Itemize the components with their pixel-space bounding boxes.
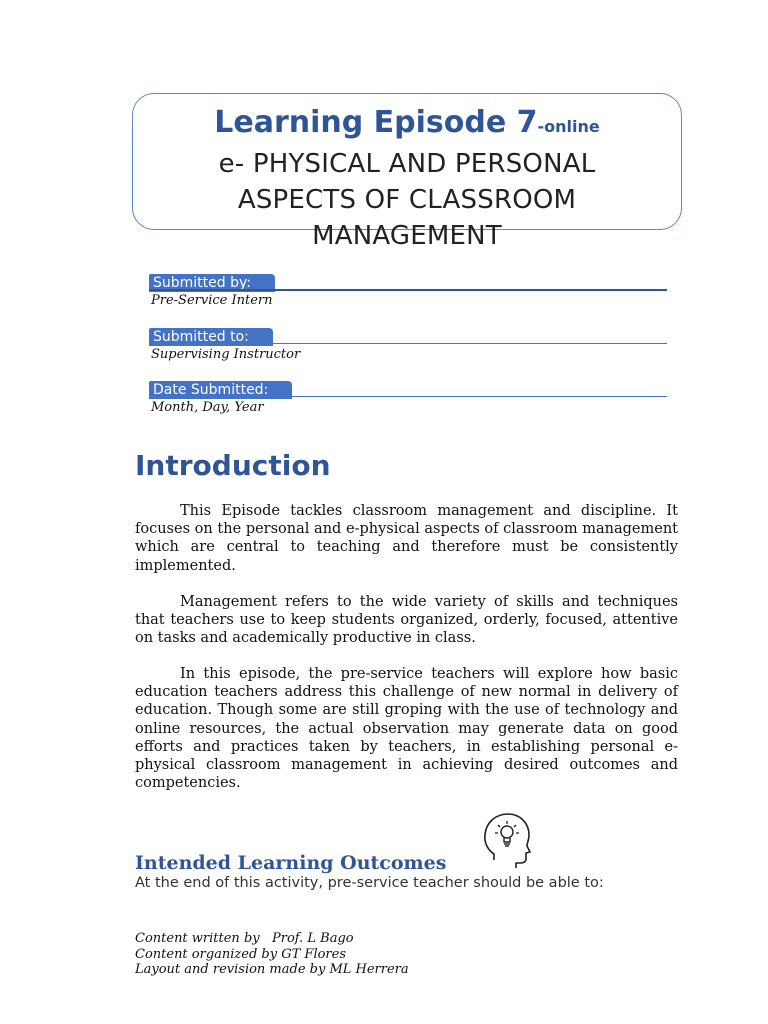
intro-paragraph-3: In this episode, the pre-service teachers will explore how basic education teachers address this challenge of new normal in delivery of education. Though some are still groping with the use of technology and online resources, the actual observation may generate data on good efforts and practices taken by teachers, in establishing personal e- physical classroom management in achieving desired outcomes and competencies. [135, 666, 678, 792]
submitted-to-label: Submitted to: [149, 328, 273, 346]
outcomes-lead: At the end of this activity, pre-service teacher should be able to: [135, 875, 604, 891]
submitted-by-field [149, 272, 667, 309]
credits [135, 931, 409, 978]
intro-paragraph-1: This Episode tackles classroom management and discipline. It focuses on the personal and e-physical aspects of classroom management which are central to teaching and therefore must be consistently implemented. [135, 503, 678, 574]
field-rule [149, 396, 667, 397]
title-box [132, 93, 682, 251]
intro-paragraph-2: Management refers to the wide variety of skills and techniques that teachers use to keep students organized, orderly, focused, attentive on tasks and academically productive in class. [135, 594, 678, 647]
credit-line-organizer: Content organized by GT Flores [135, 946, 347, 962]
credit-line-layout: Layout and revision made by ML Herrera [135, 962, 409, 977]
episode-subtitle-line-1: e- PHYSICAL AND PERSONAL [218, 149, 596, 179]
episode-title [133, 104, 681, 146]
date-submitted-field [149, 379, 667, 416]
episode-title-text: Learning Episode 7 [214, 105, 538, 140]
field-rule [149, 289, 667, 291]
field-rule [149, 343, 667, 344]
outcomes-heading: Intended Learning Outcomes [135, 852, 447, 874]
credit-line-writer: Content written by Prof. L Bago [135, 931, 354, 946]
submitted-by-label: Submitted by: [149, 274, 275, 292]
episode-subtitle-line-3: MANAGEMENT [312, 221, 502, 251]
submitted-by-value: Pre-Service Intern [151, 293, 273, 308]
date-submitted-value: Month, Day, Year [151, 400, 264, 415]
episode-subtitle-line-2: ASPECTS OF CLASSROOM [237, 185, 577, 215]
head-lightbulb-icon [480, 810, 536, 870]
submitted-to-value: Supervising Instructor [151, 347, 301, 362]
introduction-heading: Introduction [135, 449, 331, 482]
episode-title-suffix: -online [537, 117, 600, 136]
submitted-to-field [149, 326, 667, 363]
date-submitted-label: Date Submitted: [149, 381, 292, 399]
